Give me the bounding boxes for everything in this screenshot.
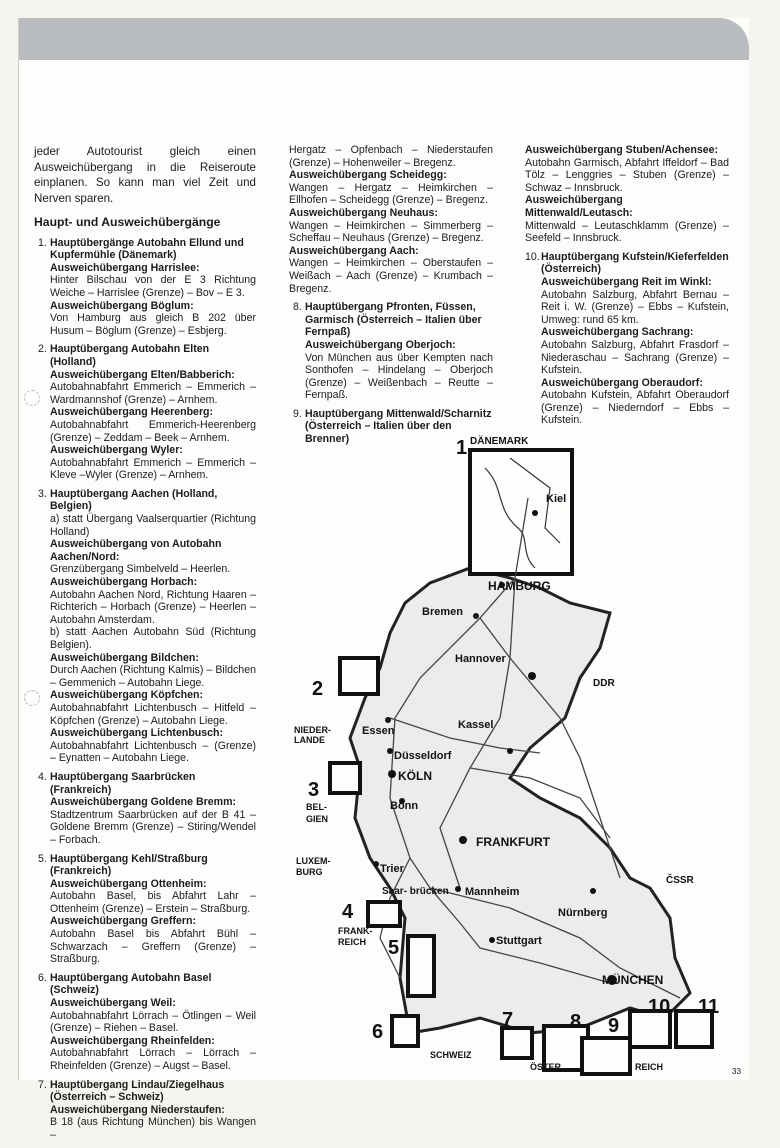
route-description: Von Hamburg aus gleich B 202 über Husum – Böglum (Grenze) – Esbjerg. (50, 312, 256, 337)
crossing-heading: Ausweichübergang Ottenheim: (50, 877, 207, 890)
route-description: Autobahnabfahrt Lichtenbusch – Hitfeld – Köpfchen (Grenze) – Autobahn Liege. (50, 701, 256, 727)
crossing-box-9 (582, 1038, 630, 1074)
crossing-list-item (34, 343, 256, 482)
crossing-heading: Ausweichübergang Rheinfelden: (50, 1034, 215, 1047)
intro-paragraph: jeder Autotourist gleich einen Ausweichübergang in die Reiseroute einplanen. So kann man viel Zeit und Nerven sparen. (34, 145, 256, 205)
crossing-heading: Hauptübergang Autobahn Basel (Schweiz) (50, 971, 212, 997)
route-description: Autobahnabfahrt Emmerich – Emmerich – Wardmannshof (Grenze) – Arnhem. (50, 381, 256, 406)
crossing-heading: Ausweichübergang Harrislee: (50, 261, 200, 274)
map-label-saarbruecken: Saar- brücken (382, 886, 449, 897)
item-number: 6. (38, 971, 47, 984)
item-number: 3. (38, 487, 47, 500)
map-label-niederlande-2: LANDE (294, 735, 325, 745)
route-description: Von München aus über Kempten nach Sonthofen – Hindelang – Oberjoch (Grenze) – Weißenbach – Reutte – Fernpaß. (305, 351, 493, 402)
map-label-schweiz: SCHWEIZ (430, 1050, 472, 1060)
item-number: 1. (38, 236, 47, 249)
map-marker-6: 6 (372, 1021, 384, 1043)
map-label-oesterreich-2: REICH (635, 1062, 664, 1072)
crossing-heading: Ausweichübergang von Autobahn Aachen/Nord: (50, 538, 222, 563)
crossing-heading: Ausweichübergang Elten/Babberich: (50, 368, 235, 381)
map-label-kiel: Kiel (546, 493, 567, 505)
crossing-list-item (289, 301, 493, 402)
crossing-heading: Ausweichübergang Reit im Winkl: (541, 275, 712, 288)
map-marker-4: 4 (342, 901, 354, 923)
continued-text (289, 144, 493, 295)
map-label-bonn: Bonn (390, 800, 419, 812)
crossing-heading: Ausweichübergang Stuben/Achensee: (525, 144, 719, 156)
crossing-heading: Ausweichübergang Wyler: (50, 444, 183, 457)
map-label-hannover: Hannover (455, 653, 506, 665)
crossing-heading: Hauptübergang Kehl/Straßburg (Frankreich) (50, 852, 208, 878)
column-1 (34, 128, 256, 1148)
map-label-cssr: ČSSR (666, 875, 694, 886)
item-number: 2. (38, 343, 47, 356)
map-label-bremen: Bremen (422, 606, 463, 618)
map-label-frankreich-2: REICH (338, 937, 367, 947)
map-label-koeln: KÖLN (398, 769, 432, 783)
item-number: 4. (38, 770, 47, 783)
map-marker-2: 2 (312, 678, 324, 700)
map-label-mannheim: Mannheim (465, 886, 520, 898)
map-label-belgien-1: BEL- (306, 802, 327, 812)
crossing-list (34, 237, 256, 1142)
route-description: B 18 (aus Richtung München) bis Wangen – (50, 1116, 256, 1141)
crossing-heading: Hauptübergänge Autobahn Ellund und Kupfermühle (Dänemark) (50, 236, 244, 262)
map-label-daenemark: DÄNEMARK (470, 436, 529, 447)
route-description: Durch Aachen (Richtung Kalmis) – Bildchen – Gemmenich – Autobahn Liege. (50, 664, 256, 689)
crossing-heading: Ausweichübergang Goldene Bremm: (50, 796, 237, 809)
crossing-heading: Ausweichübergang Aach: (289, 244, 419, 257)
top-banner (19, 18, 749, 60)
item-number: 8. (293, 301, 302, 314)
route-description: Autobahn Basel bis Abfahrt Bühl – Schwarzach – Greffern (Grenze) – Straßburg. (50, 928, 256, 966)
route-description: a) statt Übergang Vaalserquartier (Richtung Holland) (50, 513, 256, 538)
map-label-stuttgart: Stuttgart (496, 935, 542, 947)
map-marker-1: 1 (456, 437, 468, 459)
crossing-heading: Ausweichübergang Scheidegg: (289, 169, 447, 182)
map-label-nuernberg: Nürnberg (558, 907, 608, 919)
route-description: Wangen – Heimkirchen – Oberstaufen – Weißach – Aach (Grenze) – Krumbach – Bregenz. (289, 257, 493, 295)
column-2 (289, 144, 493, 452)
map-marker-5: 5 (388, 937, 400, 959)
item-number: 5. (38, 852, 47, 865)
crossing-heading: Ausweichübergang Neuhaus: (289, 206, 438, 219)
route-description: Autobahn Salzburg, Abfahrt Bernau – Reit i. W. (Grenze) – Ebbs – Kufstein, Umweg: rund 65 km. (541, 288, 729, 326)
crossing-list-item (525, 251, 729, 427)
item-number: 9. (293, 407, 302, 420)
route-description: Mittenwald – Leutaschklamm (Grenze) – Seefeld – Innsbruck. (525, 219, 729, 245)
map-label-muenchen: MÜNCHEN (602, 973, 664, 987)
border-crossing-map (280, 418, 750, 1078)
route-description: Wangen – Heimkirchen – Simmerberg – Scheffau – Neuhaus (Grenze) – Bregenz. (289, 219, 493, 245)
route-description: Hergatz – Opfenbach – Niederstaufen (Grenze) – Hohenweiler – Bregenz. (289, 144, 493, 169)
crossing-box-3 (330, 763, 360, 793)
crossing-heading: Hauptübergang Kufstein/Kieferfelden (Österreich) (541, 250, 729, 276)
item-number: 10. (525, 250, 540, 263)
crossing-heading: Ausweichübergang Mittenwald/Leutasch: (525, 194, 633, 219)
map-label-oesterreich-1: ÖSTER (530, 1062, 562, 1072)
map-marker-10: 10 (648, 996, 671, 1018)
route-description: Autobahnabfahrt Lichtenbusch – (Grenze) – Eynatten – Autobahn Liege. (50, 739, 256, 765)
crossing-list-item (34, 771, 256, 847)
route-description: Wangen – Hergatz – Heimkirchen – Ellhofen – Scheidegg (Grenze) – Bregenz. (289, 181, 493, 207)
map-marker-11: 11 (698, 996, 720, 1018)
map-marker-8: 8 (570, 1011, 582, 1033)
crossing-heading: Ausweichübergang Köpfchen: (50, 689, 204, 702)
route-description: Autobahn Garmisch, Abfahrt Iffeldorf – Bad Tölz – Lenggries – Stuben (Grenze) – Schwaz – Innsbruck. (525, 156, 729, 194)
crossing-list-item (34, 853, 256, 966)
crossing-heading: Hauptübergang Mittenwald/Scharnitz (Österreich – Italien über den Brenner) (305, 407, 492, 446)
crossing-list-item (34, 972, 256, 1073)
crossing-list-item (34, 1079, 256, 1142)
map-label-ddr: DDR (593, 678, 615, 689)
crossing-box-2 (340, 658, 378, 694)
route-description: Hinter Bilschau von der E 3 Richtung Weiche – Harrislee (Grenze) – Bov – E 3. (50, 274, 256, 299)
map-label-essen: Essen (362, 725, 395, 737)
route-description: Grenzübergang Simbelveld – Heerlen. (50, 563, 231, 576)
crossing-list-item (34, 488, 256, 765)
map-label-hamburg: HAMBURG (488, 579, 551, 593)
crossing-heading: Hauptübergang Lindau/Ziegelhaus (Österreich – Schweiz) (50, 1078, 225, 1104)
crossing-box-5 (408, 936, 434, 996)
crossing-box-6 (392, 1016, 418, 1046)
item-number: 7. (38, 1078, 47, 1091)
crossing-heading: Ausweichübergang Oberaudorf: (541, 376, 703, 389)
route-description: b) statt Aachen Autobahn Süd (Richtung Belgien). (50, 626, 256, 651)
section-heading: Haupt- und Ausweichübergänge (34, 215, 221, 229)
route-description: Stadtzentrum Saarbrücken auf der B 41 – Goldene Bremm (Grenze) – Stiring/Wendel – Forbach. (50, 808, 256, 846)
route-description: Autobahn Salzburg, Abfahrt Frasdorf – Niederaschau – Sachrang (Grenze) – Kufstein. (541, 338, 729, 377)
crossing-heading: Ausweichübergang Böglum: (50, 299, 194, 312)
crossing-heading: Hauptübergang Autobahn Elten (Holland) (50, 343, 210, 368)
route-description: Autobahn Aachen Nord, Richtung Haaren – Richterich – Horbach (Grenze) – Heerlen – Autobahn Amsterdam. (50, 588, 256, 626)
map-marker-9: 9 (608, 1015, 620, 1037)
crossing-heading: Ausweichübergang Sachrang: (541, 326, 694, 339)
crossing-heading: Ausweichübergang Horbach: (50, 576, 198, 589)
map-label-frankfurt: FRANKFURT (476, 835, 550, 849)
map-label-frankreich-1: FRANK- (338, 926, 373, 936)
map-label-belgien-2: GIEN (306, 814, 329, 824)
crossing-heading: Hauptübergang Pfronten, Füssen, Garmisch (Österreich – Italien über Fernpaß) (305, 301, 482, 339)
crossing-heading: Hauptübergang Saarbrücken (Frankreich) (50, 770, 196, 796)
route-description: Autobahn Basel, bis Abfahrt Lahr – Ottenheim (Grenze) – Erstein – Straßburg. (50, 890, 256, 915)
route-description: Autobahn Kufstein, Abfahrt Oberaudorf (Grenze) – Niederndorf – Ebbs – Kufstein. (541, 389, 729, 427)
map-marker-7: 7 (502, 1009, 514, 1031)
column-3 (525, 144, 729, 433)
page-number: 33 (732, 1067, 741, 1076)
crossing-heading: Ausweichübergang Niederstaufen: (50, 1103, 225, 1116)
map-label-luxemburg-1: LUXEM- (296, 856, 331, 866)
crossing-heading: Ausweichübergang Greffern: (50, 915, 196, 928)
crossing-heading: Hauptübergang Aachen (Holland, Belgien) (50, 487, 218, 513)
map-svg (280, 418, 750, 1078)
route-description: Autobahnabfahrt Lörrach – Ötlingen – Weil (Grenze) – Riehen – Basel. (50, 1009, 256, 1035)
map-label-duesseldorf: Düsseldorf (394, 750, 452, 762)
route-description: Autobahnabfahrt Emmerich – Emmerich – Kleve –Wyler (Grenze) – Arnhem. (50, 456, 256, 482)
map-label-niederlande-1: NIEDER- (294, 725, 332, 735)
crossing-heading: Ausweichübergang Lichtenbusch: (50, 727, 224, 740)
route-description: Autobahnabfahrt Lörrach – Lörrach – Rheinfelden (Grenze) – Augst – Basel. (50, 1047, 256, 1072)
crossing-list (525, 251, 729, 427)
map-marker-3: 3 (308, 779, 320, 801)
crossing-heading: Ausweichübergang Bildchen: (50, 651, 199, 664)
map-label-luxemburg-2: BURG (296, 867, 323, 877)
crossing-box-7 (502, 1028, 532, 1058)
crossing-box-4 (368, 902, 400, 926)
crossing-heading: Ausweichübergang Weil: (50, 997, 176, 1010)
crossing-heading: Ausweichübergang Heerenberg: (50, 406, 214, 419)
crossing-heading: Ausweichübergang Oberjoch: (305, 338, 456, 351)
map-label-trier: Trier (380, 863, 404, 875)
map-label-kassel: Kassel (458, 719, 494, 731)
route-description: Autobahnabfahrt Emmerich-Heerenberg (Grenze) – Zeddam – Beek – Arnhem. (50, 418, 256, 444)
crossing-list-item (34, 237, 256, 338)
continued-text (525, 144, 729, 245)
